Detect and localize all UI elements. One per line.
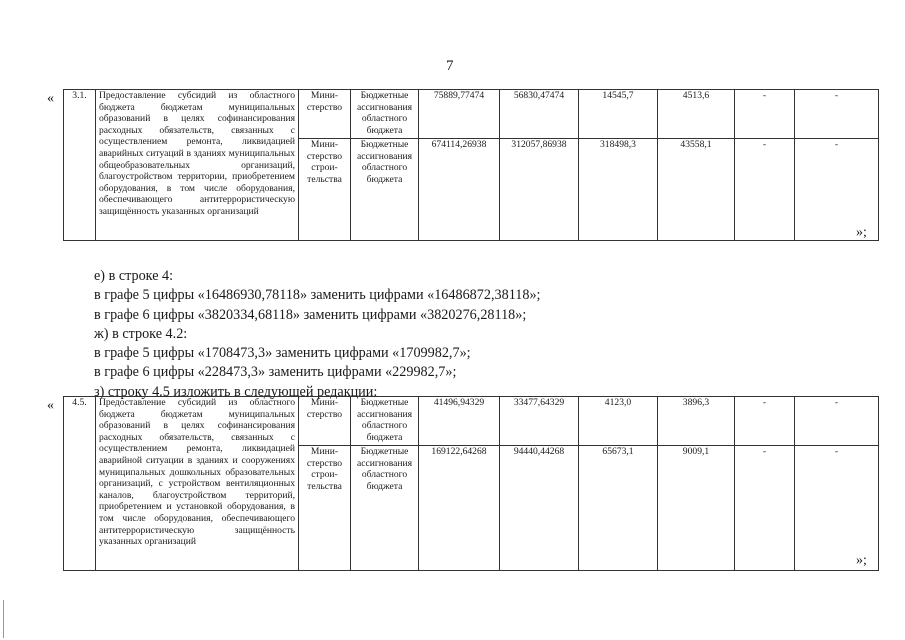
value-cell: 41496,94329 [419,397,500,446]
amendment-line: е) в строке 4: [94,268,174,284]
value-cell: 318498,3 [579,139,658,241]
amendment-line: в графе 5 цифры «1708473,3» заменить цифрами «1709982,7»; [94,345,471,362]
table-row-4-5 [63,396,879,571]
value-cell: - [735,397,795,446]
amendment-line: з) строку 4.5 изложить в следующей редакции: [94,383,378,400]
source-cell: Бюджетные ассигнования областного бюджета [351,446,419,571]
executor-cell: Мини-стерство строи-тельства [299,446,351,571]
amendment-line: в графе 5 цифры «16486930,78118» заменить цифрами «16486872,38118»; [94,287,541,304]
margin-line [3,600,4,638]
value-cell: 169122,64268 [419,446,500,571]
value-cell: - [795,139,879,241]
quote-open-2: « [47,398,54,413]
value-cell: - [795,397,879,446]
value-cell: 312057,86938 [500,139,579,241]
amendment-line: ж) в строке 4.2: [94,325,188,342]
row-description: Предоставление субсидий из областного бюджета бюджетам муниципальных образований в целях софинансирования расходных обязательств, связанных с осуществлением ремонта, ликвидацией аварийных ситуаций в зданиях муниципальных общеобразовательных организаций, благоустройством территории, приобретением оборудования, в том числе оборудования, обеспечивающего антитеррористическую защищённость указанных организаций [96,90,299,241]
source-cell: Бюджетные ассигнования областного бюджета [351,90,419,139]
value-cell: - [735,90,795,139]
amendment-line: в графе 6 цифры «228473,3» заменить цифрами «229982,7»; [94,364,457,381]
table-row [64,90,879,139]
row-number: 4.5. [64,397,96,571]
value-cell: 43558,1 [658,139,735,241]
value-cell: 94440,44268 [500,446,579,571]
value-cell: 4123,0 [579,397,658,446]
value-cell: 65673,1 [579,446,658,571]
value-cell: - [795,90,879,139]
value-cell: 3896,3 [658,397,735,446]
table-row [64,397,879,446]
row-number: 3.1. [64,90,96,241]
value-cell: 33477,64329 [500,397,579,446]
value-cell: 14545,7 [579,90,658,139]
value-cell: 4513,6 [658,90,735,139]
quote-close-2: »; [856,553,867,568]
executor-cell: Мини-стерство строи-тельства [299,139,351,241]
source-cell: Бюджетные ассигнования областного бюджета [351,139,419,241]
quote-close-1: »; [856,225,867,240]
value-cell: - [795,446,879,571]
value-cell: 75889,77474 [419,90,500,139]
value-cell: 9009,1 [658,446,735,571]
quote-open-1: « [47,91,54,106]
value-cell: - [735,139,795,241]
executor-cell: Мини-стерство [299,90,351,139]
value-cell: 56830,47474 [500,90,579,139]
executor-cell: Мини-стерство [299,397,351,446]
amendment-line: в графе 6 цифры «3820334,68118» заменить цифрами «3820276,28118»; [94,306,527,323]
value-cell: 674114,26938 [419,139,500,241]
amendment-text [94,267,854,402]
page-number: 7 [446,58,454,74]
table-row-3-1 [63,89,879,241]
value-cell: - [735,446,795,571]
source-cell: Бюджетные ассигнования областного бюджета [351,397,419,446]
row-description: Предоставление субсидий из областного бюджета бюджетам муниципальных образований в целях софинансирования расходных обязательств, связанных с осуществлением ремонта, ликвидацией аварийной ситуации в зданиях и сооружениях муниципальных дошкольных образовательных организаций, с устройством вентиляционных каналов, благоустройством территорий, приобретением и установкой оборудования, в том числе оборудования, обеспечивающего антитеррористическую защищённость указанных организаций [96,397,299,571]
